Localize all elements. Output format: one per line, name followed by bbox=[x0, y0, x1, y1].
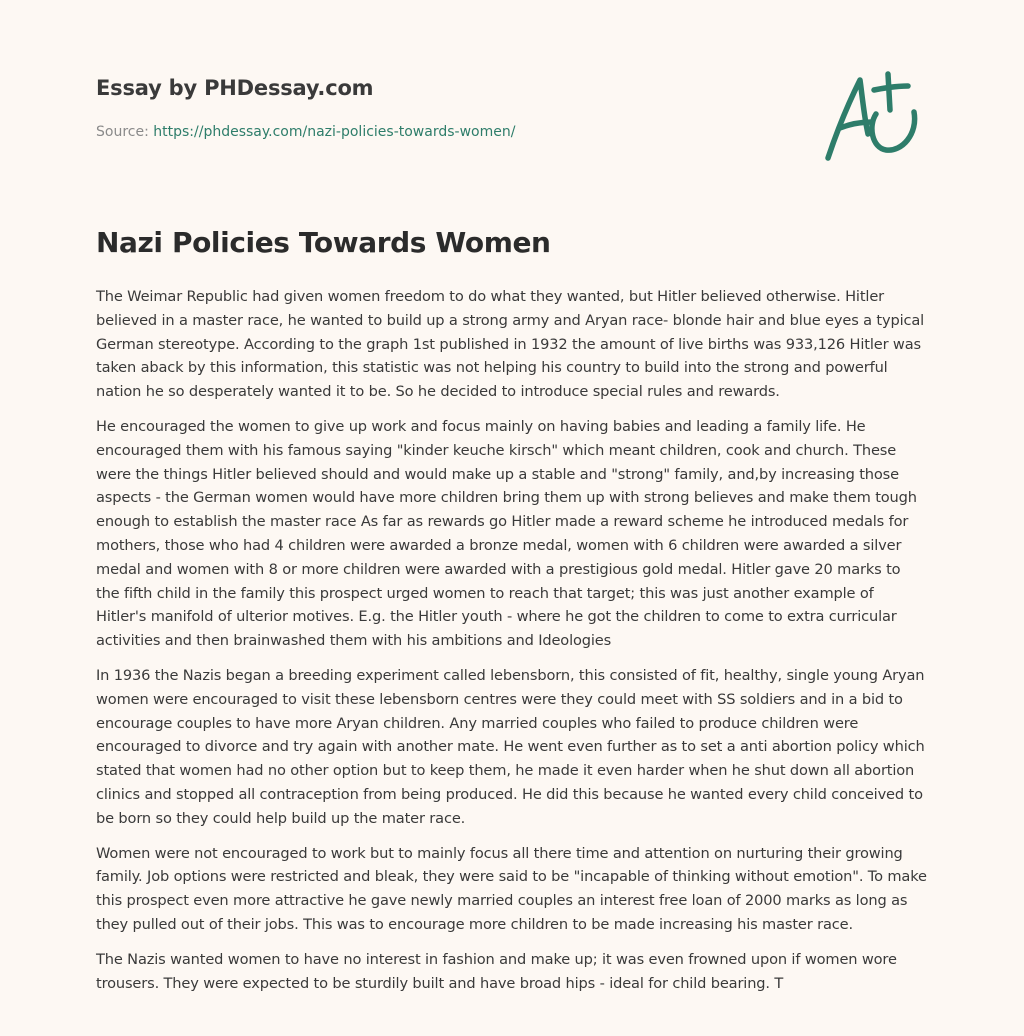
essay-title: Nazi Policies Towards Women bbox=[96, 226, 551, 259]
essay-paragraph: The Weimar Republic had given women freedom to do what they wanted, but Hitler believed otherwise. Hitler believed in a master race, he wanted to build up a strong army and Aryan race- blonde hair and blue eyes a typical German stereotype. According to the graph 1st published in 1932 the amount of live births was 933,126 Hitler was taken aback by this information, this statistic was not helping his country to build into the strong and powerful nation he so desperately wanted it to be. So he decided to introduce special rules and rewards. bbox=[96, 288, 925, 401]
essay-body bbox=[96, 285, 928, 1006]
site-title: Essay by PHDessay.com bbox=[96, 76, 374, 100]
a-plus-logo-icon bbox=[818, 64, 928, 168]
essay-paragraph: In 1936 the Nazis began a breeding experiment called lebensborn, this consisted of fit, healthy, single young Aryan women were encouraged to visit these lebensborn centres were they could meet with SS soldiers and in a bid to encourage couples to have more Aryan children. Any married couples who failed to produce children were encouraged to divorce and try again with another mate. He went even further as to set a anti abortion policy which stated that women had no other option but to keep them, he made it even harder when he shut down all abortion clinics and stopped all contraception from being produced. He did this because he wanted every child conceived to be born so they could help build up the mater race. bbox=[96, 666, 925, 827]
essay-paragraph: Women were not encouraged to work but to mainly focus all there time and attention on nurturing their growing family. Job options were restricted and bleak, they were said to be "incapable of thinking without emotion". To make this prospect even more attractive he gave newly married couples an interest free loan of 2000 marks as long as they pulled out of their jobs. This was to encourage more children to be made increasing his master race. bbox=[96, 844, 927, 933]
source-line bbox=[96, 124, 515, 140]
essay-paragraph: The Nazis wanted women to have no interest in fashion and make up; it was even frowned upon if women wore trousers. They were expected to be sturdily built and have broad hips - ideal for child bearing. T bbox=[96, 950, 897, 992]
source-label: Source: bbox=[96, 124, 149, 140]
source-link[interactable]: https://phdessay.com/nazi-policies-towards-women/ bbox=[153, 124, 516, 140]
essay-paragraph: He encouraged the women to give up work and focus mainly on having babies and leading a family life. He encouraged them with his famous saying "kinder keuche kirsch" which meant children, cook and church. These were the things Hitler believed should and would make up a stable and "strong" family, and,by increasing those aspects - the German women would have more children bring them up with strong believes and make them tough enough to establish the master race As far as rewards go Hitler made a reward scheme he introduced medals for mothers, those who had 4 children were awarded a bronze medal, women with 6 children were awarded a silver medal and women with 8 or more children were awarded with a prestigious gold medal. Hitler gave 20 marks to the fifth child in the family this prospect urged women to reach that target; this was just another example of Hitler's manifold of ulterior motives. E.g. the Hitler youth - where he got the children to come to extra curricular activities and then brainwashed them with his ambitions and Ideologies bbox=[96, 417, 917, 650]
